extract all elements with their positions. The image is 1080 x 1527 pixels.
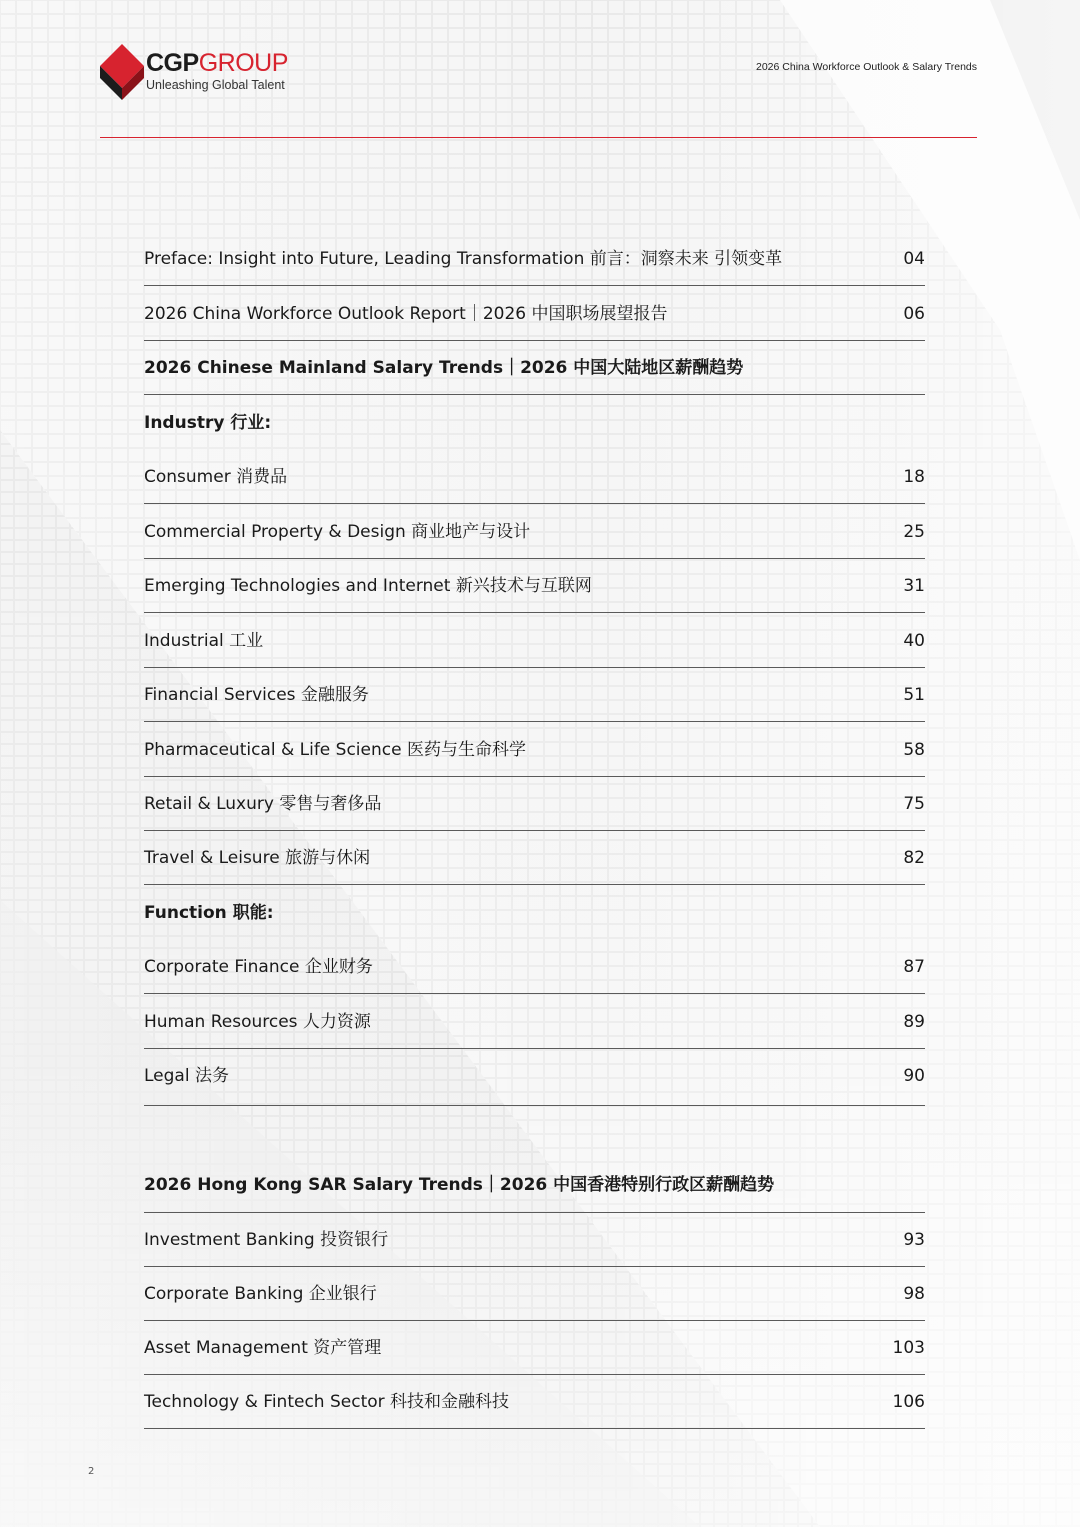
toc-page: 89	[903, 1012, 925, 1032]
toc-subheading-industry	[144, 395, 925, 449]
page-number: 2	[88, 1466, 95, 1477]
toc-title: Travel & Leisure 旅游与休闲	[144, 848, 371, 868]
toc-page: 04	[903, 249, 925, 269]
toc-title: Function 职能:	[144, 903, 274, 923]
toc-title: Preface: Insight into Future, Leading Transformation 前言：洞察未来 引领变革	[144, 249, 783, 269]
toc-page: 40	[903, 631, 925, 651]
toc-row-commercial-property[interactable]	[144, 504, 925, 559]
toc-title: Industry 行业:	[144, 413, 272, 433]
document-title: 2026 China Workforce Outlook & Salary Trends	[756, 61, 977, 73]
toc-page: 93	[903, 1230, 925, 1250]
toc-row-preface[interactable]	[144, 231, 925, 286]
toc-page: 18	[903, 467, 925, 487]
toc-title: 2026 Chinese Mainland Salary Trends｜2026 中国大陆地区薪酬趋势	[144, 358, 744, 378]
toc-row-pharmaceutical[interactable]	[144, 722, 925, 777]
toc-title: Asset Management 资产管理	[144, 1338, 382, 1358]
company-logo	[100, 44, 310, 100]
toc-title: Financial Services 金融服务	[144, 685, 369, 705]
toc-page: 25	[903, 522, 925, 542]
toc-row-industrial[interactable]	[144, 613, 925, 668]
toc-row-travel-leisure[interactable]	[144, 830, 925, 885]
toc-row-human-resources[interactable]	[144, 994, 925, 1049]
toc-title: Technology & Fintech Sector 科技和金融科技	[144, 1392, 510, 1412]
toc-row-workforce-outlook[interactable]	[144, 286, 925, 341]
toc-page: 98	[903, 1284, 925, 1304]
toc-row-corporate-finance[interactable]	[144, 939, 925, 994]
toc-row-legal[interactable]	[144, 1048, 925, 1106]
toc-page: 103	[892, 1338, 925, 1358]
toc-subheading-function	[144, 885, 925, 939]
toc-page: 51	[903, 685, 925, 705]
logo-wordmark	[146, 49, 288, 78]
toc-row-investment-banking[interactable]	[144, 1212, 925, 1267]
toc-title: Corporate Finance 企业财务	[144, 957, 373, 977]
toc-title: 2026 Hong Kong SAR Salary Trends｜2026 中国香港特别行政区薪酬趋势	[144, 1175, 775, 1195]
toc-title: Pharmaceutical & Life Science 医药与生命科学	[144, 740, 526, 760]
header-divider	[100, 137, 977, 138]
toc-page: 06	[903, 304, 925, 324]
toc-title: Human Resources 人力资源	[144, 1012, 371, 1032]
toc-page: 75	[903, 794, 925, 814]
toc-title: Investment Banking 投资银行	[144, 1230, 389, 1250]
toc-row-asset-management[interactable]	[144, 1320, 925, 1375]
toc-row-technology-fintech[interactable]	[144, 1374, 925, 1429]
toc-page: 82	[903, 848, 925, 868]
logo-tagline: Unleashing Global Talent	[146, 78, 285, 92]
toc-page: 58	[903, 740, 925, 760]
toc-row-retail-luxury[interactable]	[144, 776, 925, 831]
toc-title: Consumer 消费品	[144, 467, 288, 487]
toc-title: Corporate Banking 企业银行	[144, 1284, 377, 1304]
toc-title: 2026 China Workforce Outlook Report｜2026 中国职场展望报告	[144, 304, 668, 324]
toc-row-consumer[interactable]	[144, 449, 925, 504]
toc-title: Commercial Property & Design 商业地产与设计	[144, 522, 531, 542]
toc-row-financial-services[interactable]	[144, 667, 925, 722]
toc-section-hong-kong-salary[interactable]	[144, 1157, 925, 1213]
toc-title: Industrial 工业	[144, 631, 264, 651]
logo-name-bold: CGP	[146, 49, 199, 77]
toc-page: 31	[903, 576, 925, 596]
toc-page: 106	[892, 1392, 925, 1412]
toc-row-emerging-tech[interactable]	[144, 558, 925, 613]
toc-title: Emerging Technologies and Internet 新兴技术与互联网	[144, 576, 592, 596]
toc-row-corporate-banking[interactable]	[144, 1266, 925, 1321]
toc-title: Retail & Luxury 零售与奢侈品	[144, 794, 382, 814]
toc-page: 87	[903, 957, 925, 977]
logo-mark-icon	[100, 44, 144, 100]
toc-section-mainland-salary[interactable]	[144, 340, 925, 395]
toc-page: 90	[903, 1066, 925, 1086]
toc-title: Legal 法务	[144, 1066, 229, 1086]
logo-name-rest: GROUP	[198, 49, 288, 77]
